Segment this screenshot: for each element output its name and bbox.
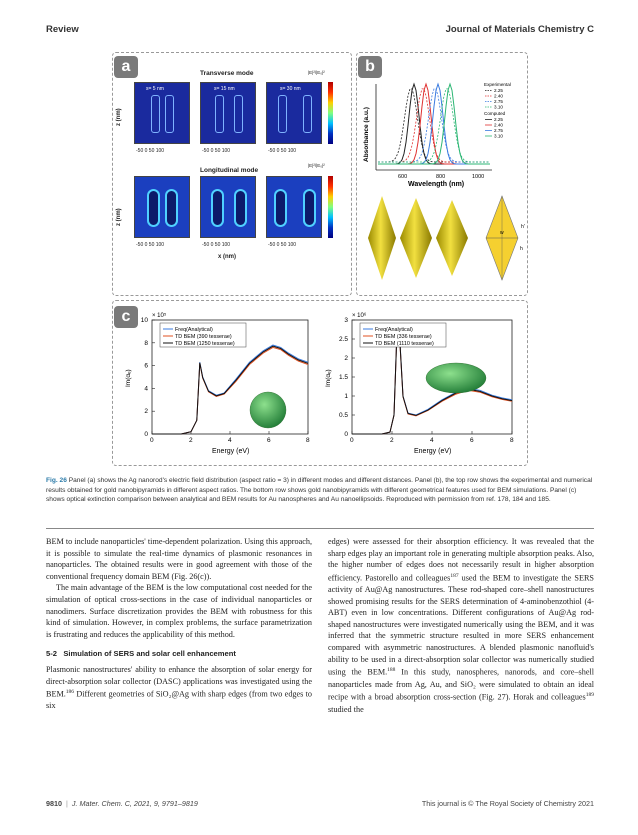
y-tick-label: 10 [140, 317, 148, 324]
x-tick-label: 2 [189, 437, 193, 444]
bipyramid-3 [436, 200, 468, 276]
y-tick-label: 2 [344, 355, 348, 362]
tick-labels-6: -50 0 50 100 [268, 242, 297, 248]
right-column [328, 536, 594, 715]
footer-citation: J. Mater. Chem. C, 2021, 9, 9791–9819 [71, 799, 198, 808]
diagram-label-w: w [500, 230, 504, 236]
y-tick-label: 2.5 [338, 336, 348, 343]
b-xtick-800: 800 [436, 174, 446, 180]
exponent-label: × 10⁶ [352, 313, 367, 319]
distance-label-5nm: s= 5 nm [146, 86, 164, 92]
bipyramid-models [362, 190, 526, 286]
absorbance-plot [362, 80, 524, 188]
diagram-label-h: h [520, 246, 523, 252]
series-line-0 [152, 345, 308, 434]
x-axis-title: Energy (eV) [212, 448, 250, 455]
legend-label-2: TD BEM (1250 tesserae) [175, 341, 235, 347]
tick-labels-4: -50 0 50 100 [136, 242, 165, 248]
legend-label-1: TD BEM (336 tesserae) [375, 334, 432, 340]
series-line-1 [152, 347, 308, 434]
b-xtick-1000: 1000 [472, 174, 485, 180]
colorbar-label-bottom: |E|²/|E₀|² [308, 163, 325, 168]
extinction-chart-nanoellipsoid [322, 306, 522, 462]
legend-label-0: Freq(Analytical) [375, 327, 413, 333]
y-tick-label: 8 [144, 339, 148, 347]
page-number: 9810 [46, 799, 62, 808]
colorbar-bottom [328, 176, 333, 238]
extinction-chart-nanosphere [122, 306, 318, 462]
y-axis-title: Im(αₑ) [325, 369, 332, 387]
y-tick-label: 3 [344, 317, 348, 324]
x-tick-label: 6 [267, 437, 271, 444]
colorbar-top [328, 82, 333, 144]
field-map-longitudinal-5nm [134, 176, 190, 238]
ref-188[interactable]: 188 [387, 667, 396, 674]
bipyramid-2 [400, 198, 432, 278]
absorbance-exp-curve-0 [378, 89, 490, 162]
header-journal-name: Journal of Materials Chemistry C [445, 24, 594, 35]
diagram-label-h2: h' [521, 224, 525, 230]
legend-comp-3: 3.10 [494, 133, 503, 139]
caption-divider [46, 528, 594, 529]
x-axis-title: Energy (eV) [414, 448, 452, 455]
figure-caption [46, 476, 596, 505]
x-tick-label: 8 [510, 437, 514, 444]
caption-label: Fig. 26 [46, 477, 67, 484]
transverse-mode-title: Transverse mode [200, 70, 254, 77]
ref-189[interactable]: 189 [585, 692, 594, 699]
left-paragraph-2: The main advantage of the BEM is the low computational cost needed for the simulation of optical cross-sections in the case of individual nanoparticles or nanodimers. Surface discretization provides the BEM with robustness for this kind of simulation. However, in complex problems, the surface parametrization is frustrating and reduces the applicability of this method. [46, 583, 312, 639]
x-tick-label: 4 [430, 437, 434, 444]
right-text-d: studied the [328, 704, 364, 714]
legend-experimental-title: Experimental [484, 82, 511, 87]
legend-label-1: TD BEM (390 tesserae) [175, 334, 232, 340]
legend-label-0: Freq(Analytical) [175, 327, 213, 333]
absorbance-exp-curve-2 [378, 89, 490, 162]
series-line-2 [152, 346, 308, 434]
x-tick-label: 8 [306, 437, 310, 444]
right-paragraph-1 [328, 536, 594, 715]
left-paragraph-3 [46, 664, 312, 712]
footer-left: 9810 | J. Mater. Chem. C, 2021, 9, 9791–9819 [46, 799, 198, 808]
ref-186[interactable]: 186 [65, 689, 75, 696]
legend-comp-1: 2.40 [494, 122, 503, 128]
section-number: 5-2 [46, 649, 57, 659]
footer-right: This journal is © The Royal Society of Chemistry 2021 [421, 799, 594, 808]
legend-exp-2: 2.75 [494, 99, 503, 104]
right-text-c: In this study, nanospheres, nanorods, and core–shell nanoparticles made from Ag, Au, and SiO₂ were simulated to obtain an ideal recipe with a broad absorption cross-section (Fig. 27). Horak and colleagues [328, 668, 594, 702]
legend-comp-0: 2.25 [494, 117, 503, 122]
distance-label-30nm: s= 30 nm [280, 86, 301, 92]
y-tick-label: 2 [144, 408, 148, 416]
section-heading [46, 648, 312, 660]
absorbance-exp-curve-3 [378, 89, 490, 162]
y-tick-label: 1.5 [338, 374, 348, 381]
right-text-a: edges) were assessed for their absorption efficiency. It was revealed that the sharp edges play an important role in generating multiple absorption peaks. Also, the higher number of edges does not necessarily result in higher absorption efficiency. Pastorello and colleagues [328, 537, 594, 583]
field-map-longitudinal-15nm [200, 176, 256, 238]
legend-exp-3: 3.10 [494, 104, 503, 110]
longitudinal-mode-title: Longitudinal mode [200, 167, 259, 174]
y-tick-label: 4 [144, 385, 148, 393]
x-axis-label: x (nm) [218, 254, 236, 260]
tick-labels-3: -50 0 50 100 [268, 148, 297, 154]
b-xtick-600: 600 [398, 174, 408, 180]
b-ylabel: Absorbance (a.u.) [363, 107, 370, 162]
ref-187[interactable]: 187 [450, 572, 459, 579]
y-tick-label: 0.5 [338, 412, 348, 419]
nanoellipsoid-model [426, 363, 486, 393]
y-tick-label: 0 [344, 431, 348, 438]
colorbar-label-top: |E|²/|E₀|² [308, 70, 325, 75]
z-axis-label-top: z (nm) [116, 108, 122, 126]
legend-exp-1: 2.40 [494, 93, 503, 99]
tick-labels-2: -50 0 50 100 [202, 148, 231, 154]
p3-text-b: Different geometries of SiO₂@Ag with sharp edges (from two edges to six [46, 689, 312, 711]
distance-label-15nm: s= 15 nm [214, 86, 235, 92]
header-section-label: Review [46, 24, 79, 35]
legend-label-2: TD BEM (1110 tesserae) [375, 341, 434, 347]
exponent-label: × 10⁵ [152, 313, 167, 319]
y-axis-title: Im(αₑ) [125, 369, 132, 387]
legend-comp-2: 2.75 [494, 128, 503, 133]
tick-labels-5: -50 0 50 100 [202, 242, 231, 248]
left-paragraph-1: BEM to include nanoparticles' time-dependent polarization. Using this approach, it is possible to simulate the real-time dynamics of plasmonic resonances in nanoparticles. The obtained results were in good agreement with those of the conventional frequency domain BEM (Fig. 26(c)). [46, 537, 312, 581]
bipyramid-1 [368, 196, 396, 280]
y-tick-label: 6 [144, 362, 148, 370]
right-text-b: used the BEM to investigate the SERS activity of Au@Ag nanostructures. These rod-shaped core–shell nanostructures showed promising results for the SERS determination of 4-aminobenzothiol (4-ABT) even in low concentrations. Different configurations of Au@Ag rod-shaped nanostructures were investigated numerically using the BEM, and it was inferred that the symmetric structure resulted in more SERS enhancement compared with asymmetric nanostructures. A blended plasmonic nanofluid's ability to be used in a direct-absorption solar collector was numerically studied using the BEM. [328, 573, 594, 677]
caption-text: Panel (a) shows the Ag nanorod's electric field distribution (aspect ratio = 3) in different modes and different distances. Panel (b), the top row shows the experimental and numerical results obtained for gold nanobipyramids in different aspect ratios. The bottom row shows gold nanobipyramids with different geometrical features used for BEM simulations. Panel (c) shows optical extinction comparison between analytical and BEM results for Au nanospheres and Au nanoellipsoids. Reproduced with permission from ref. 178, 184 and 185. [46, 477, 593, 504]
tick-labels-1: -50 0 50 100 [136, 148, 165, 154]
y-tick-label: 0 [144, 431, 148, 438]
section-title: Simulation of SERS and solar cell enhancement [63, 649, 236, 659]
x-tick-label: 6 [470, 437, 474, 444]
z-axis-label-bottom: z (nm) [116, 208, 122, 226]
x-tick-label: 4 [228, 437, 232, 444]
panel-b-label: b [358, 56, 382, 78]
y-tick-label: 1 [344, 393, 348, 400]
panel-a-label: a [114, 56, 138, 78]
b-xlabel: Wavelength (nm) [408, 181, 465, 188]
legend-computed-title: Computed [484, 111, 506, 116]
field-map-longitudinal-30nm [266, 176, 322, 238]
x-tick-label: 2 [390, 437, 394, 444]
x-tick-label: 0 [150, 437, 154, 444]
nanosphere-model [250, 392, 286, 428]
legend-exp-0: 2.25 [494, 88, 503, 93]
left-column [46, 536, 312, 712]
panel-c-label: c [114, 306, 138, 328]
absorbance-exp-curve-1 [378, 89, 490, 162]
x-tick-label: 0 [350, 437, 354, 444]
p3-text-a: Plasmonic nanostructures' ability to enhance the absorption of solar energy for direct-absorption solar collector (DASC) applications was investigated using the BEM. [46, 664, 312, 699]
